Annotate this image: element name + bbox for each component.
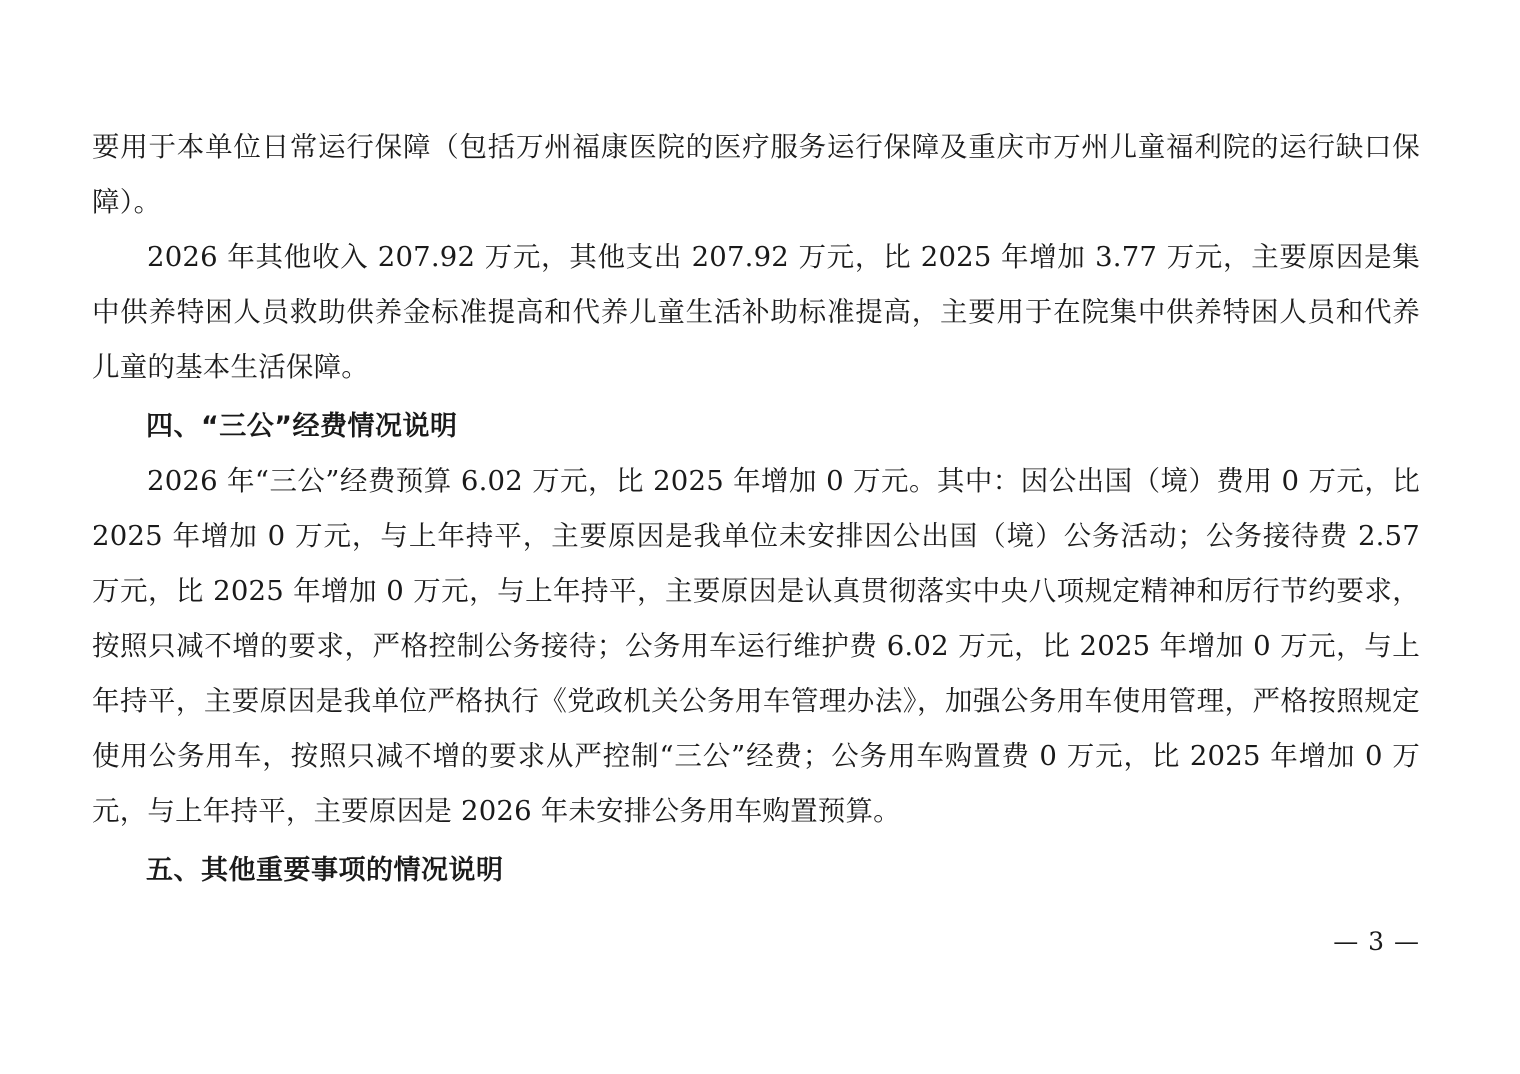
paragraph-continuation: 要用于本单位日常运行保障（包括万州福康医院的医疗服务运行保障及重庆市万州儿童福利院的运行缺口保障）。 <box>92 131 1420 218</box>
section-heading-four: 四、“三公”经费情况说明 <box>146 411 458 442</box>
paragraph-other-income: 2026 年其他收入 207.92 万元，其他支出 207.92 万元，比 2025 年增加 3.77 万元，主要原因是集中供养特困人员救助供养金标准提高和代养儿童生活补助标准提高，主要用于在院集中供养特困人员和代养儿童的基本生活保障。 <box>92 241 1420 383</box>
paragraph-three-public-expenses: 2026 年“三公”经费预算 6.02 万元，比 2025 年增加 0 万元。其中：因公出国（境）费用 0 万元，比 2025 年增加 0 万元，与上年持平，主要原因是我单位未安排因公出国（境）公务活动；公务接待费 2.57 万元，比 2025 年增加 0 万元，与上年持平，主要原因是认真贯彻落实中央八项规定精神和厉行节约要求，按照只减不增的要求，严格控制公务接待；公务用车运行维护费 6.02 万元，比 2025 年增加 0 万元，与上年持平，主要原因是我单位严格执行《党政机关公务用车管理办法》，加强公务用车使用管理，严格按照规定使用公务用车，按照只减不增的要求从严控制“三公”经费；公务用车购置费 0 万元，比 2025 年增加 0 万元，与上年持平，主要原因是 2026 年未安排公务用车购置预算。 <box>92 465 1420 827</box>
page-number: — 3 — <box>1333 927 1420 956</box>
document-body <box>92 120 1420 898</box>
section-heading-five: 五、其他重要事项的情况说明 <box>146 855 504 886</box>
